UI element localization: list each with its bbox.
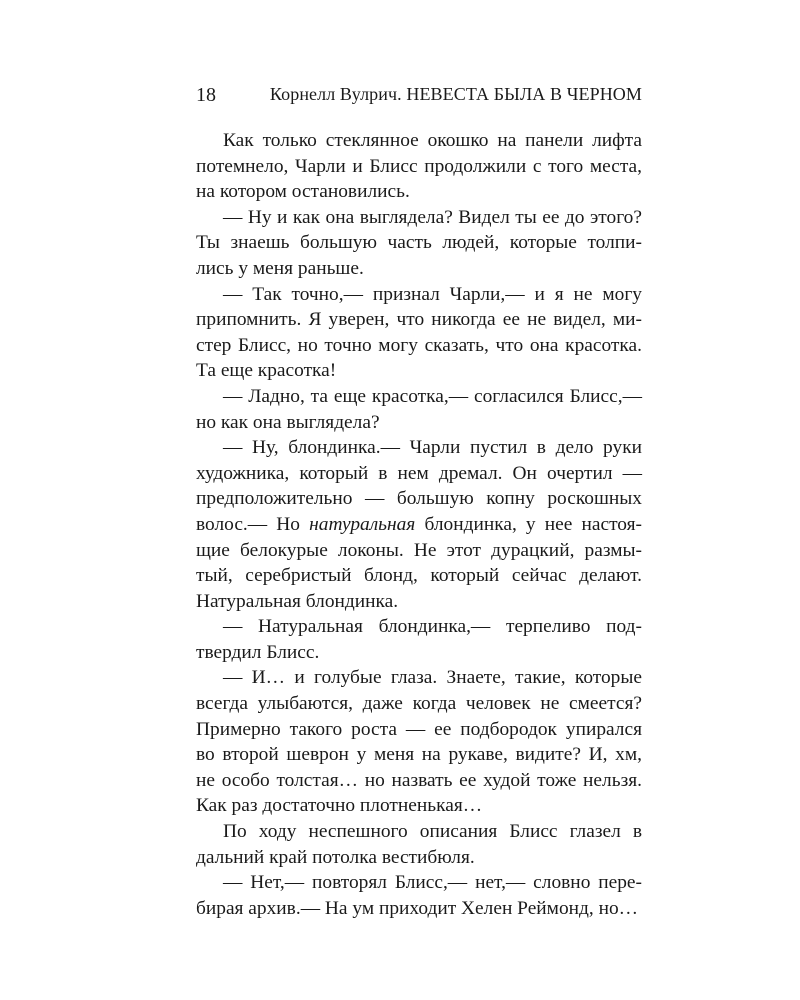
text-line-with-emphasis xyxy=(196,512,642,538)
text-line: — Ну, блондинка.— Чарли пустил в дело руки xyxy=(223,437,642,459)
text-fragment: волос.— Но xyxy=(196,513,310,535)
text-line: Как раз достаточно плотненькая… xyxy=(196,795,483,817)
paragraph xyxy=(196,205,642,282)
text-line: но как она выглядела? xyxy=(196,411,380,433)
paragraph xyxy=(196,819,642,870)
text-line: щие белокурые локоны. Не этот дурацкий, размы- xyxy=(196,539,642,561)
text-line: Натуральная блондинка. xyxy=(196,590,399,612)
paragraph xyxy=(196,384,642,435)
text-line: — Ну и как она выглядела? Видел ты ее до этого? xyxy=(223,206,642,228)
text-line: художника, который в нем дремал. Он очертил — xyxy=(196,462,642,484)
paragraph xyxy=(196,282,642,384)
text-line: на котором остановились. xyxy=(196,181,410,203)
emphasized-word: натуральная xyxy=(309,513,416,535)
text-line: припомнить. Я уверен, что никогда ее не видел, ми- xyxy=(196,309,642,331)
text-line: лись у меня раньше. xyxy=(196,257,364,279)
paragraph xyxy=(196,435,642,614)
text-line: во второй шеврон у меня на рукаве, видите? И, хм, xyxy=(196,744,642,766)
page-number: 18 xyxy=(196,84,216,106)
text-line: предположительно — большую копну роскошных xyxy=(196,488,642,510)
text-line: — И… и голубые глаза. Знаете, такие, которые xyxy=(223,667,642,689)
paragraph xyxy=(196,614,642,665)
text-line: всегда улыбаются, даже когда человек не смеется? xyxy=(196,693,642,715)
paragraph xyxy=(196,665,642,819)
text-line: — Так точно,— признал Чарли,— и я не могу xyxy=(223,283,642,305)
text-line: — Натуральная блондинка,— терпеливо под- xyxy=(223,616,642,638)
running-head: Корнелл Вулрич. НЕВЕСТА БЫЛА В ЧЕРНОМ xyxy=(269,84,642,104)
text-line: По ходу неспешного описания Блисс глазел в xyxy=(223,821,642,843)
text-line: Как только стеклянное окошко на панели лифта xyxy=(223,130,642,151)
text-line: бирая архив.— На ум приходит Хелен Реймонд, но… xyxy=(196,897,639,919)
text-line: потемнело, Чарли и Блисс продолжили с того места, xyxy=(196,155,642,177)
text-line: твердил Блисс. xyxy=(196,641,320,663)
text-line: тый, серебристый блонд, который сейчас делают. xyxy=(196,565,642,587)
text-line: — Нет,— повторял Блисс,— нет,— словно пере- xyxy=(223,872,642,894)
text-line: Ты знаешь большую часть людей, которые толпи- xyxy=(196,232,642,254)
text-line: Та еще красотка! xyxy=(196,360,337,382)
text-line: Примерно такого роста — ее подбородок упирался xyxy=(196,718,642,740)
paragraph xyxy=(196,870,642,921)
paragraph xyxy=(196,128,642,205)
text-line: дальний край потолка вестибюля. xyxy=(196,846,475,868)
text-line: стер Блисс, но точно могу сказать, что она красотка. xyxy=(196,334,642,356)
text-line: не особо толстая… но назвать ее худой тоже нельзя. xyxy=(196,769,642,791)
page-header xyxy=(196,84,642,114)
text-line: — Ладно, та еще красотка,— согласился Блисс,— xyxy=(223,385,642,407)
text-fragment: блондинка, у нее настоя- xyxy=(415,513,642,535)
body-text xyxy=(196,128,642,921)
